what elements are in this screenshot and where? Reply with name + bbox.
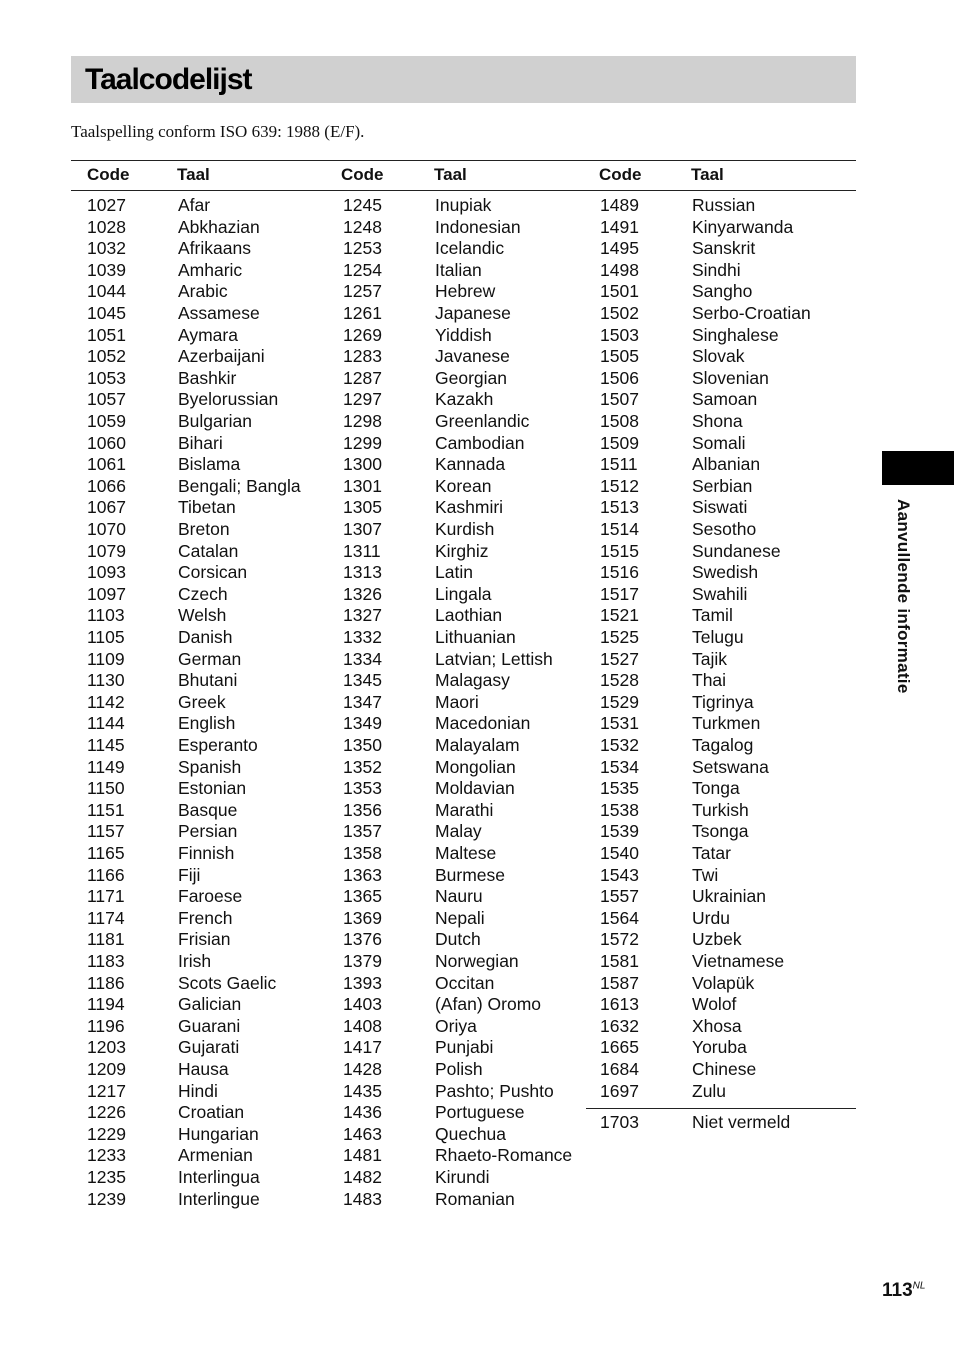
language-cell: Shona xyxy=(692,411,743,431)
language-cell: Malagasy xyxy=(435,670,510,691)
code-cell: 1300 xyxy=(343,454,382,475)
code-cell: 1181 xyxy=(87,929,125,950)
header-code-3: Code xyxy=(599,165,642,184)
code-cell: 1144 xyxy=(87,713,125,734)
language-cell: Malay xyxy=(435,821,482,842)
code-cell: 1482 xyxy=(343,1167,382,1187)
extra-row-lang: Niet vermeld xyxy=(692,1112,791,1132)
language-cell: Hebrew xyxy=(435,281,496,302)
code-cell: 1417 xyxy=(343,1037,382,1058)
language-cell: Sundanese xyxy=(692,540,781,561)
language-cell: Abkhazian xyxy=(178,216,260,237)
language-cell: Finnish xyxy=(178,843,235,863)
code-cell: 1436 xyxy=(343,1102,382,1123)
language-cell: Swahili xyxy=(692,583,748,604)
code-cell: 1365 xyxy=(343,886,382,907)
code-cell: 1287 xyxy=(343,367,382,388)
code-cell: 1538 xyxy=(600,799,639,820)
code-cell: 1525 xyxy=(600,627,639,647)
code-cell: 1495 xyxy=(600,238,639,259)
language-cell: Bihari xyxy=(178,432,223,453)
language-cell: Sangho xyxy=(692,281,753,302)
language-cell: Punjabi xyxy=(435,1037,494,1058)
code-cell: 1502 xyxy=(600,303,639,323)
code-cell: 1149 xyxy=(87,756,125,777)
language-cell: Samoan xyxy=(692,389,758,410)
language-cell: Georgian xyxy=(435,367,507,388)
language-cell: Nauru xyxy=(435,886,483,907)
code-cell: 1350 xyxy=(343,735,382,755)
language-cell: Basque xyxy=(178,799,238,820)
code-cell: 1257 xyxy=(343,281,382,302)
language-cell: Yiddish xyxy=(435,324,492,345)
code-cell: 1491 xyxy=(600,216,639,237)
code-cell: 1039 xyxy=(87,259,126,280)
language-cell: Norwegian xyxy=(435,951,519,971)
code-cell: 1053 xyxy=(87,367,126,388)
language-cell: Kashmiri xyxy=(435,497,504,518)
title-bar xyxy=(71,56,856,103)
language-cell: Bislama xyxy=(178,454,241,475)
language-cell: Moldavian xyxy=(435,778,515,799)
code-cell: 1283 xyxy=(343,346,382,367)
language-cell: Xhosa xyxy=(692,1015,742,1036)
language-cell: Aymara xyxy=(178,324,238,345)
code-cell: 1534 xyxy=(600,756,639,777)
code-cell: 1356 xyxy=(343,799,382,820)
code-cell: 1506 xyxy=(600,367,639,388)
language-cell: Frisian xyxy=(178,929,231,950)
code-cell: 1509 xyxy=(600,432,639,453)
language-cell: Zulu xyxy=(692,1080,727,1101)
code-cell: 1572 xyxy=(600,929,639,950)
language-cell: Inupiak xyxy=(435,195,492,215)
code-cell: 1245 xyxy=(343,195,382,215)
code-cell: 1239 xyxy=(87,1188,126,1209)
code-cell: 1166 xyxy=(87,864,125,885)
language-cell: Catalan xyxy=(178,540,239,561)
table-header xyxy=(0,161,954,189)
code-cell: 1376 xyxy=(343,929,382,950)
language-cell: Yoruba xyxy=(692,1037,747,1058)
language-cell: Malayalam xyxy=(435,735,520,755)
language-cell: Persian xyxy=(178,821,238,842)
code-cell: 1512 xyxy=(600,475,639,496)
code-cell: 1186 xyxy=(87,972,125,993)
language-cell: Wolof xyxy=(692,994,737,1015)
code-cell: 1171 xyxy=(87,886,125,907)
code-cell: 1501 xyxy=(600,281,639,302)
language-cell: Fiji xyxy=(178,864,201,885)
language-cell: Esperanto xyxy=(178,735,258,755)
section-tab-marker xyxy=(882,451,954,485)
language-cell: Amharic xyxy=(178,259,243,280)
code-cell: 1516 xyxy=(600,562,639,583)
language-cell: Tamil xyxy=(692,605,733,626)
language-cell: Greek xyxy=(178,691,226,712)
language-cell: Gujarati xyxy=(178,1037,240,1058)
language-cell: Singhalese xyxy=(692,324,779,345)
code-cell: 1305 xyxy=(343,497,382,518)
language-cell: Thai xyxy=(692,670,727,691)
language-cell: Icelandic xyxy=(435,238,505,259)
code-cell: 1334 xyxy=(343,648,382,669)
language-cell: Latvian; Lettish xyxy=(435,648,553,669)
language-cell: Mongolian xyxy=(435,756,516,777)
code-cell: 1505 xyxy=(600,346,639,367)
language-cell: Portuguese xyxy=(435,1102,525,1123)
language-cell: Tajik xyxy=(692,648,728,669)
code-cell: 1508 xyxy=(600,411,639,431)
language-cell: Welsh xyxy=(178,605,227,626)
language-cell: Afrikaans xyxy=(178,238,251,259)
code-cell: 1697 xyxy=(600,1080,639,1101)
subtitle: Taalspelling conform ISO 639: 1988 (E/F). xyxy=(71,122,365,141)
language-cell: Hausa xyxy=(178,1059,229,1079)
code-cell: 1428 xyxy=(343,1059,382,1079)
language-cell: Kinyarwanda xyxy=(692,216,794,237)
language-cell: Uzbek xyxy=(692,929,742,950)
code-cell: 1481 xyxy=(343,1145,382,1166)
language-cell: Slovenian xyxy=(692,367,769,388)
language-cell: Ukrainian xyxy=(692,886,766,907)
language-cell: Irish xyxy=(178,951,212,971)
code-cell: 1183 xyxy=(87,951,125,971)
code-cell: 1103 xyxy=(87,605,125,626)
language-cell: Kazakh xyxy=(435,389,494,410)
header-code-1: Code xyxy=(87,165,130,184)
language-cell: Assamese xyxy=(178,303,260,323)
language-cell: Interlingua xyxy=(178,1167,260,1187)
code-cell: 1105 xyxy=(87,627,125,647)
code-cell: 1517 xyxy=(600,583,639,604)
language-cell: Corsican xyxy=(178,562,248,583)
code-cell: 1233 xyxy=(87,1145,126,1166)
code-cell: 1557 xyxy=(600,886,639,907)
code-cell: 1363 xyxy=(343,864,382,885)
code-cell: 1194 xyxy=(87,994,125,1015)
language-cell: Sindhi xyxy=(692,259,741,280)
code-cell: 1489 xyxy=(600,195,639,215)
language-cell: Pashto; Pushto xyxy=(435,1080,554,1101)
code-cell: 1529 xyxy=(600,691,639,712)
page-number-suffix: NL xyxy=(912,1280,926,1292)
code-cell: 1109 xyxy=(87,648,125,669)
page-number xyxy=(882,1280,925,1302)
code-cell: 1142 xyxy=(87,691,125,712)
language-cell: Azerbaijani xyxy=(178,346,265,367)
language-cell: Quechua xyxy=(435,1123,507,1144)
page-number-value: 113 xyxy=(882,1280,913,1301)
language-cell: English xyxy=(178,713,236,734)
code-cell: 1145 xyxy=(87,735,125,755)
code-cell: 1543 xyxy=(600,864,639,885)
language-cell: Indonesian xyxy=(435,216,521,237)
code-cell: 1313 xyxy=(343,562,382,583)
language-cell: Czech xyxy=(178,583,228,604)
code-cell: 1327 xyxy=(343,605,382,626)
code-cell: 1151 xyxy=(87,799,125,820)
code-cell: 1507 xyxy=(600,389,639,410)
language-cell: Laothian xyxy=(435,605,503,626)
code-cell: 1483 xyxy=(343,1188,382,1209)
language-cell: Tagalog xyxy=(692,735,754,755)
code-cell: 1157 xyxy=(87,821,125,842)
language-cell: Latin xyxy=(435,562,473,583)
language-cell: Kannada xyxy=(435,454,506,475)
code-cell: 1057 xyxy=(87,389,126,410)
language-cell: Polish xyxy=(435,1059,483,1079)
language-cell: Nepali xyxy=(435,907,485,928)
language-cell: Macedonian xyxy=(435,713,531,734)
code-cell: 1513 xyxy=(600,497,639,518)
language-cell: Slovak xyxy=(692,346,745,367)
code-cell: 1254 xyxy=(343,259,382,280)
language-cell: Croatian xyxy=(178,1102,245,1123)
code-cell: 1357 xyxy=(343,821,382,842)
code-cell: 1269 xyxy=(343,324,382,345)
language-cell: Korean xyxy=(435,475,492,496)
language-cell: Spanish xyxy=(178,756,242,777)
header-code-2: Code xyxy=(341,165,384,184)
language-cell: Tatar xyxy=(692,843,731,863)
language-cell: Bashkir xyxy=(178,367,237,388)
language-cell: Marathi xyxy=(435,799,494,820)
language-cell: Japanese xyxy=(435,303,511,323)
language-cell: Sesotho xyxy=(692,519,757,539)
language-cell: Maltese xyxy=(435,843,497,863)
language-cell: German xyxy=(178,648,242,669)
language-cell: Hungarian xyxy=(178,1123,259,1144)
code-cell: 1581 xyxy=(600,951,639,971)
code-cell: 1393 xyxy=(343,972,382,993)
language-cell: French xyxy=(178,907,233,928)
language-cell: Galician xyxy=(178,994,242,1015)
code-cell: 1061 xyxy=(87,454,126,475)
language-cell: Turkish xyxy=(692,799,749,820)
code-cell: 1540 xyxy=(600,843,639,863)
code-cell: 1358 xyxy=(343,843,382,863)
language-cell: Tsonga xyxy=(692,821,749,842)
code-cell: 1503 xyxy=(600,324,639,345)
code-cell: 1051 xyxy=(87,324,126,345)
code-cell: 1587 xyxy=(600,972,639,993)
language-cell: Occitan xyxy=(435,972,495,993)
code-cell: 1027 xyxy=(87,195,126,215)
language-cell: (Afan) Oromo xyxy=(435,994,541,1015)
code-cell: 1311 xyxy=(343,540,381,561)
code-cell: 1527 xyxy=(600,648,639,669)
language-cell: Cambodian xyxy=(435,432,525,453)
code-cell: 1531 xyxy=(600,713,639,734)
header-lang-2: Taal xyxy=(434,165,467,184)
language-cell: Interlingue xyxy=(178,1188,260,1209)
language-cell: Urdu xyxy=(692,907,730,928)
language-cell: Volapük xyxy=(692,972,755,993)
code-cell: 1209 xyxy=(87,1059,126,1079)
language-cell: Vietnamese xyxy=(692,951,785,971)
code-cell: 1613 xyxy=(600,994,639,1015)
code-cell: 1347 xyxy=(343,691,382,712)
code-cell: 1196 xyxy=(87,1015,125,1036)
code-cell: 1463 xyxy=(343,1123,382,1144)
code-cell: 1052 xyxy=(87,346,126,367)
code-cell: 1165 xyxy=(87,843,125,863)
code-cell: 1299 xyxy=(343,432,382,453)
code-cell: 1060 xyxy=(87,432,126,453)
code-cell: 1229 xyxy=(87,1123,126,1144)
code-cell: 1521 xyxy=(600,605,639,626)
language-cell: Kirghiz xyxy=(435,540,489,561)
language-cell: Russian xyxy=(692,195,756,215)
code-cell: 1515 xyxy=(600,540,639,561)
code-cell: 1511 xyxy=(600,454,638,475)
language-cell: Chinese xyxy=(692,1059,757,1079)
language-cell: Javanese xyxy=(435,346,510,367)
code-cell: 1070 xyxy=(87,519,126,539)
code-cell: 1093 xyxy=(87,562,126,583)
code-cell: 1261 xyxy=(343,303,382,323)
page-title: Taalcodelijst xyxy=(85,63,252,96)
code-cell: 1066 xyxy=(87,475,126,496)
language-cell: Dutch xyxy=(435,929,481,950)
code-cell: 1403 xyxy=(343,994,382,1015)
language-cell: Oriya xyxy=(435,1015,477,1036)
code-cell: 1408 xyxy=(343,1015,382,1036)
code-cell: 1369 xyxy=(343,907,382,928)
language-cell: Swedish xyxy=(692,562,759,583)
language-cell: Telugu xyxy=(692,627,744,647)
language-cell: Tigrinya xyxy=(692,691,754,712)
language-cell: Burmese xyxy=(435,864,506,885)
language-cell: Maori xyxy=(435,691,479,712)
header-lang-1: Taal xyxy=(177,165,210,184)
code-cell: 1079 xyxy=(87,540,126,561)
code-cell: 1130 xyxy=(87,670,125,691)
code-cell: 1332 xyxy=(343,627,382,647)
language-cell: Serbian xyxy=(692,475,753,496)
language-cell: Kirundi xyxy=(435,1167,490,1187)
code-cell: 1253 xyxy=(343,238,382,259)
code-cell: 1150 xyxy=(87,778,125,799)
language-cell: Bhutani xyxy=(178,670,238,691)
language-cell: Tonga xyxy=(692,778,740,799)
language-cell: Kurdish xyxy=(435,519,495,539)
code-cell: 1059 xyxy=(87,411,126,431)
code-cell: 1044 xyxy=(87,281,126,302)
language-cell: Faroese xyxy=(178,886,243,907)
language-cell: Turkmen xyxy=(692,713,761,734)
language-cell: Arabic xyxy=(178,281,228,302)
header-lang-3: Taal xyxy=(691,165,724,184)
code-cell: 1684 xyxy=(600,1059,639,1079)
code-cell: 1665 xyxy=(600,1037,639,1058)
language-cell: Somali xyxy=(692,432,746,453)
code-cell: 1632 xyxy=(600,1015,639,1036)
language-cell: Greenlandic xyxy=(435,411,530,431)
table-header-rule xyxy=(71,190,856,191)
code-cell: 1097 xyxy=(87,583,126,604)
code-cell: 1217 xyxy=(87,1080,126,1101)
code-cell: 1498 xyxy=(600,259,639,280)
code-cell: 1349 xyxy=(343,713,382,734)
code-cell: 1301 xyxy=(343,475,382,496)
code-cell: 1435 xyxy=(343,1080,382,1101)
code-cell: 1532 xyxy=(600,735,639,755)
language-cell: Byelorussian xyxy=(178,389,279,410)
language-cell: Afar xyxy=(178,195,211,215)
language-cell: Hindi xyxy=(178,1080,218,1101)
language-cell: Bulgarian xyxy=(178,411,252,431)
code-cell: 1535 xyxy=(600,778,639,799)
code-cell: 1379 xyxy=(343,951,382,971)
language-cell: Sanskrit xyxy=(692,238,756,259)
language-cell: Siswati xyxy=(692,497,748,518)
section-side-label: Aanvullende informatie xyxy=(894,499,913,694)
language-cell: Estonian xyxy=(178,778,247,799)
language-cell: Armenian xyxy=(178,1145,253,1166)
code-cell: 1028 xyxy=(87,216,126,237)
language-cell: Scots Gaelic xyxy=(178,972,277,993)
language-cell: Tibetan xyxy=(178,497,236,518)
language-cell: Guarani xyxy=(178,1015,241,1036)
code-cell: 1032 xyxy=(87,238,126,259)
code-cell: 1174 xyxy=(87,907,125,928)
extra-row-rule xyxy=(586,1108,856,1109)
language-cell: Breton xyxy=(178,519,230,539)
code-cell: 1352 xyxy=(343,756,382,777)
code-cell: 1307 xyxy=(343,519,382,539)
code-cell: 1045 xyxy=(87,303,126,323)
language-cell: Italian xyxy=(435,259,482,280)
language-cell: Bengali; Bangla xyxy=(178,475,301,496)
language-cell: Lithuanian xyxy=(435,627,516,647)
extra-row-code: 1703 xyxy=(600,1112,639,1132)
code-cell: 1539 xyxy=(600,821,639,842)
code-cell: 1514 xyxy=(600,519,639,539)
code-cell: 1226 xyxy=(87,1102,126,1123)
language-cell: Lingala xyxy=(435,583,492,604)
code-cell: 1235 xyxy=(87,1167,126,1187)
code-cell: 1248 xyxy=(343,216,382,237)
code-cell: 1564 xyxy=(600,907,639,928)
code-cell: 1203 xyxy=(87,1037,126,1058)
code-cell: 1353 xyxy=(343,778,382,799)
code-cell: 1326 xyxy=(343,583,382,604)
code-cell: 1345 xyxy=(343,670,382,691)
language-cell: Serbo-Croatian xyxy=(692,303,811,323)
language-cell: Rhaeto-Romance xyxy=(435,1145,573,1166)
language-cell: Twi xyxy=(692,864,719,885)
code-cell: 1067 xyxy=(87,497,126,518)
language-cell: Danish xyxy=(178,627,233,647)
code-cell: 1297 xyxy=(343,389,382,410)
code-cell: 1528 xyxy=(600,670,639,691)
language-cell: Romanian xyxy=(435,1188,515,1209)
code-cell: 1298 xyxy=(343,411,382,431)
language-cell: Albanian xyxy=(692,454,761,475)
language-cell: Setswana xyxy=(692,756,769,777)
